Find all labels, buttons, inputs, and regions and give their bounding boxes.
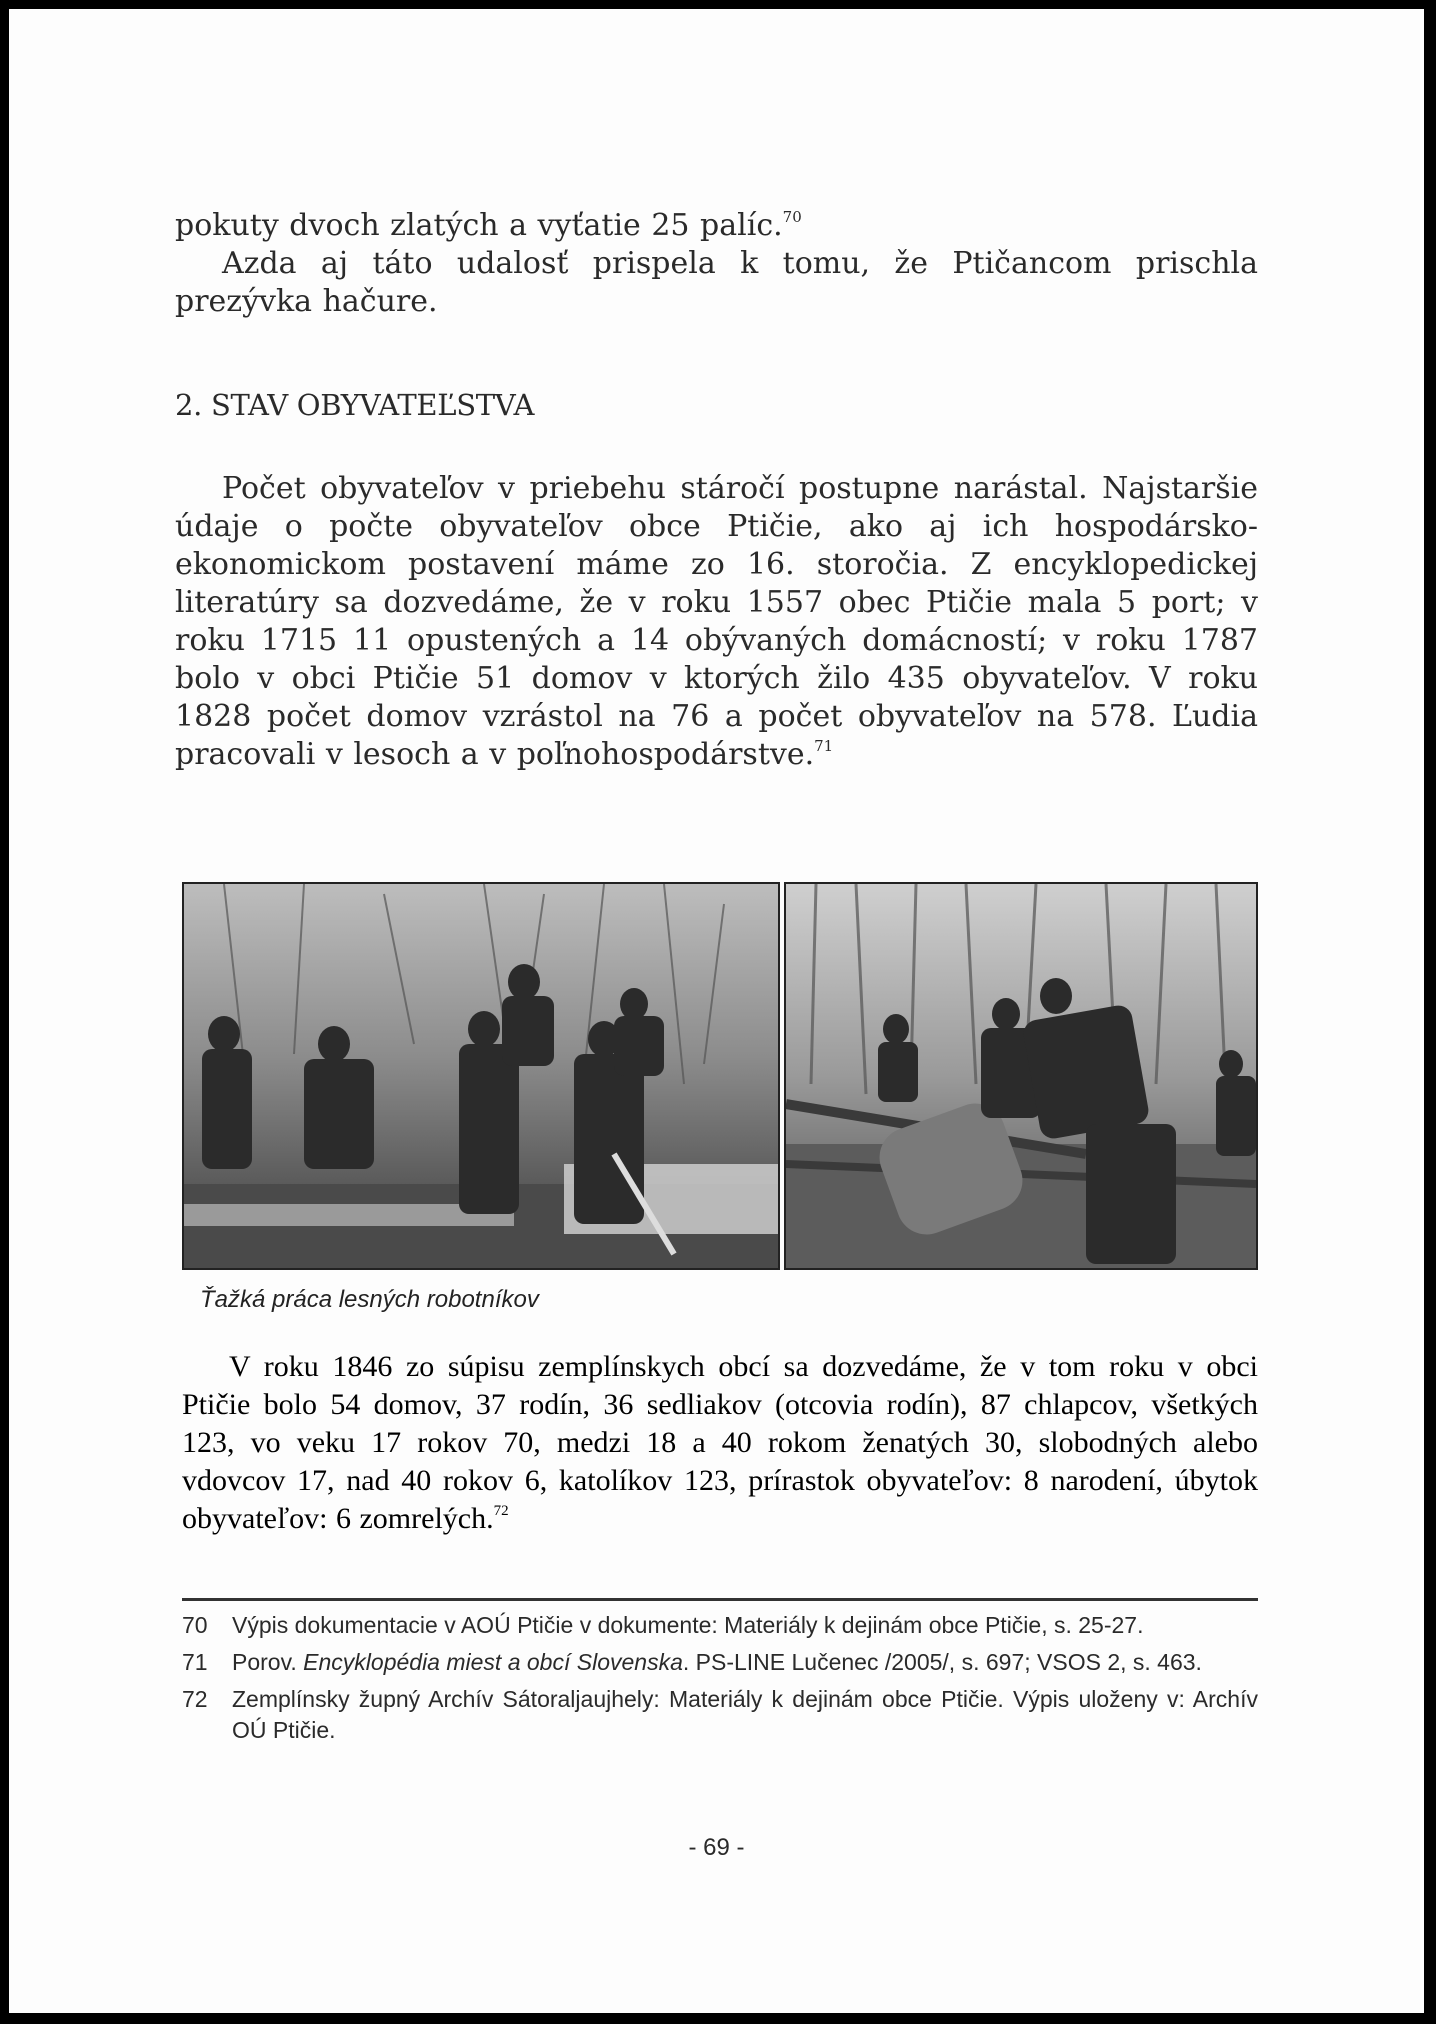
footnote-72: 72 Zemplínsky župný Archív Sátoraljaujhely: Materiály k dejinám obce Ptičie. Výpis uloženy v: Archív OÚ Ptičie. [182,1686,1258,1743]
footnote-ref-70: 70 [782,208,802,226]
photo-caption: Ťažká práca lesných robotníkov [200,1286,539,1313]
photo-row [182,882,1258,1270]
footnotes [182,1610,1258,1752]
footnote-ref-72: 72 [493,1503,509,1519]
section-heading: 2. STAV OBYVATEĽSTVA [175,388,535,422]
footnote-ref-71: 71 [814,737,834,755]
paragraph-population: Počet obyvateľov v priebehu stáročí postupne narástal. Najstaršie údaje o počte obyvateľov obce Ptičie, ako aj ich hospodársko-ekonomickom postavení máme zo 16. storočia. Z encyklopedickej literatúry sa dozvedáme, že v roku 1557 obec Ptičie mala 5 port; v roku 1715 11 opustených a 14 obývaných domácností; v roku 1787 bolo v obci Ptičie 51 domov v ktorých žilo 435 obyvateľov. V roku 1828 počet domov vzrástol na 76 a počet obyvateľov na 578. Ľudia pracovali v lesoch a v poľnohospodárstve.$^{71}$ [175,471,1258,772]
body-text-top [175,207,1258,774]
paragraph-census-1846: V roku 1846 zo súpisu zemplínskych obcí sa dozvedáme, že v tom roku v obci Ptičie bolo 54 domov, 37 rodín, 36 sedliakov (otcovia rodín), 87 chlapcov, všetkých 123, vo veku 17 rokov 70, medzi 18 a 40 rokom ženatých 30, slobodných alebo vdovcov 17, nad 40 rokov 6, katolíkov 123, prírastok obyvateľov: 8 narodení, úbytok obyvateľov: 6 zomrelých.$^{72}$ [182,1350,1258,1535]
paragraph-nickname: Azda aj táto udalosť prispela k tomu, že Ptičancom prischla prezývka hačure. [175,246,1258,319]
footnote-70: 70 Výpis dokumentacie v AOÚ Ptičie v dokumente: Materiály k dejinám obce Ptičie, s. 25-27. [182,1612,1144,1638]
photo-forest-workers-logs [784,882,1258,1270]
photo-forest-workers-resting [182,882,780,1270]
page-number: - 69 - [688,1834,745,1861]
footnote-divider [182,1598,1258,1601]
page [9,9,1424,2013]
paragraph-continuation: pokuty dvoch zlatých a vyťatie 25 palíc.$^{70}$ [175,208,802,243]
footnote-71: 71 Porov. Encyklopédia miest a obcí Slovenska. PS-LINE Lučenec /2005/, s. 697; VSOS 2, s. 463. [182,1649,1202,1675]
